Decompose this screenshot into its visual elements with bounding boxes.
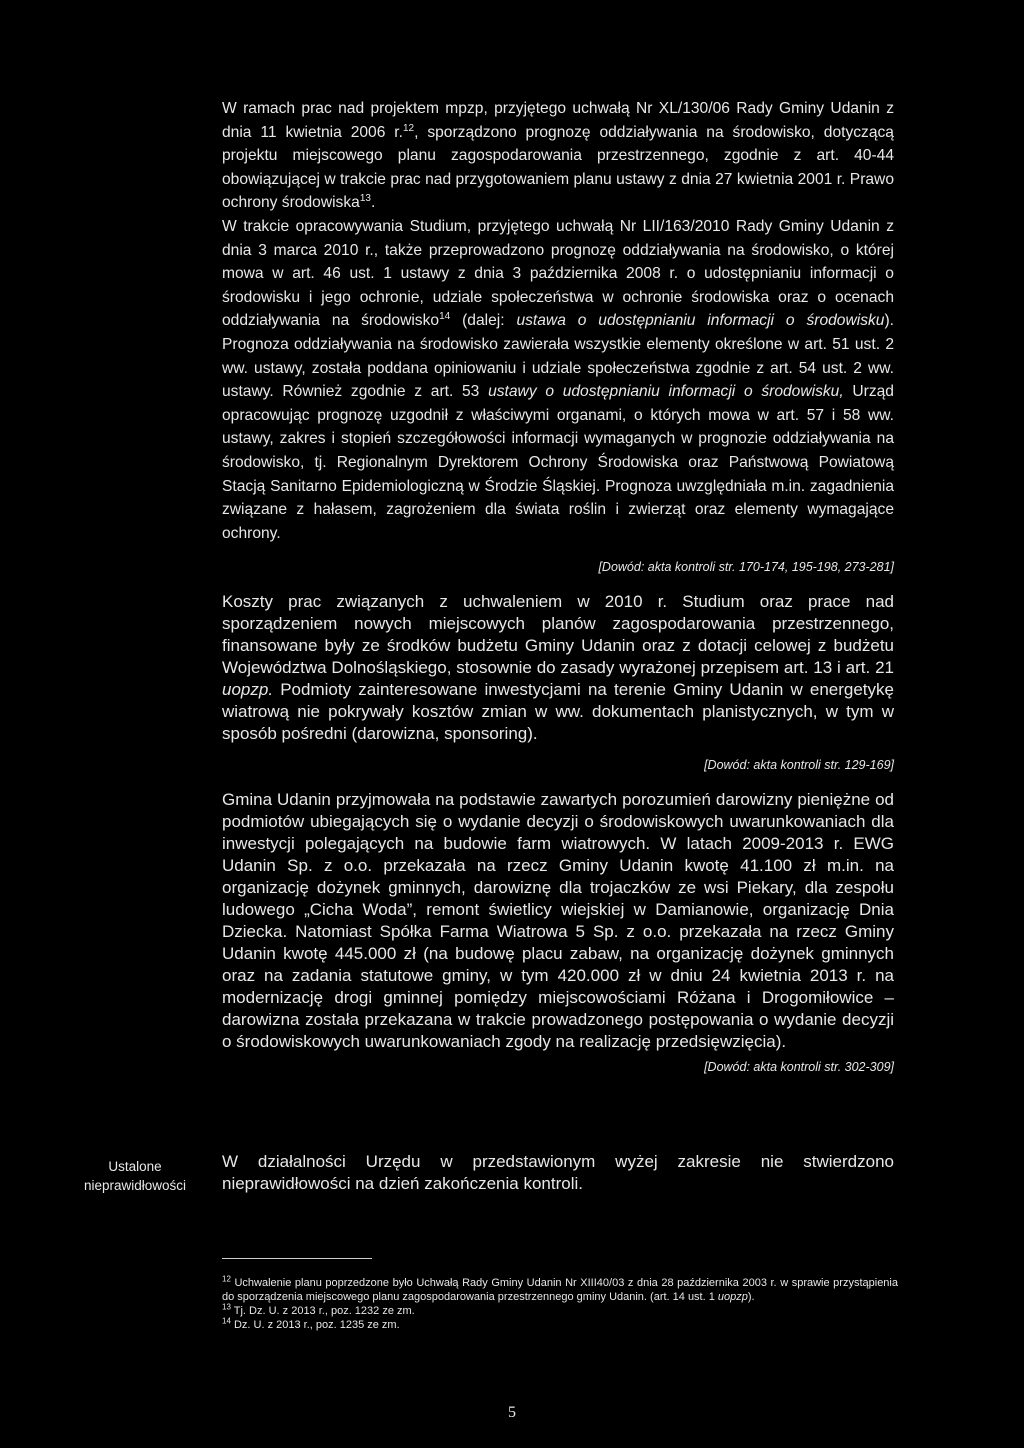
evidence-reference: [Dowód: akta kontroli str. 302-309]: [704, 1060, 894, 1075]
italic-text: uopzp: [717, 1291, 748, 1303]
body-paragraph: [222, 97, 894, 215]
text-run: Tj. Dz. U. z 2013 r., poz. 1232 ze zm.: [230, 1305, 415, 1317]
main-content: [222, 97, 894, 1091]
text-run: .: [370, 194, 376, 212]
footnote-separator: [222, 1258, 372, 1259]
evidence-reference: [Dowód: akta kontroli str. 129-169]: [704, 758, 894, 773]
footnote-ref: 14: [222, 1316, 231, 1326]
body-paragraph: [222, 215, 894, 545]
footnote-ref: 12: [222, 1274, 231, 1284]
footnote-ref: 12: [402, 122, 415, 134]
italic-text: ustawa o udostępnianiu informacji o środowisku: [516, 312, 885, 330]
footnotes: [222, 1276, 898, 1332]
text-run: Koszty prac związanych z uchwaleniem w 2010 r. Studium oraz prace nad sporządzeniem nowych miejscowych planów zagospodarowania przestrzennego, finansowane były ze środków budżetu Gminy Udanin oraz z dotacji celowej z budżetu Województwa Dolnośląskiego, stosownie do zasady wyrażonej przepisem art. 13 i art. 21: [222, 592, 894, 678]
evidence-reference: [Dowód: akta kontroli str. 170-174, 195-198, 273-281]: [598, 560, 894, 575]
text-run: ). Prognoza oddziaływania na środowisko zawierała wszystkie elementy określone w art. 51 ust. 2 ww. ustawy, została poddana opiniowaniu i udziale społeczeństwa zgodnie z art. 54 ust. 2 ww. ustawy. Również zgodnie z art. 53: [222, 312, 895, 401]
text-run: , sporządzono prognozę oddziaływania na środowisko, dotyczącą projektu miejscowego planu zagospodarowania przestrzennego, zgodnie z art. 40-44 obowiązującej w trakcie prac nad przygotowaniem planu ustawy z dnia 27 kwietnia 2001 r. Prawo ochrony środowiska: [222, 123, 894, 212]
text-run: Dz. U. z 2013 r., poz. 1235 ze zm.: [230, 1319, 400, 1331]
italic-text: ustawy o udostępnianiu informacji o środowisku,: [488, 383, 844, 401]
footnote: [222, 1318, 898, 1332]
sidebar-label: Ustalone nieprawidłowości: [83, 1159, 187, 1193]
page-number: 5: [508, 1404, 516, 1421]
italic-text: uopzp.: [222, 680, 274, 700]
text-run: W ramach prac nad projektem mpzp, przyjętego uchwałą Nr XL/130/06 Rady Gminy Udanin z dnia 11 kwietnia 2006 r.: [222, 100, 894, 141]
footnote-ref: 14: [439, 311, 451, 323]
conclusion-paragraph: W działalności Urzędu w przedstawionym wyżej zakresie nie stwierdzono nieprawidłowości na dzień zakończenia kontroli.: [222, 1152, 894, 1193]
footnote-ref: 13: [222, 1302, 231, 1312]
text-run: ).: [747, 1291, 755, 1303]
body-paragraph: [222, 591, 894, 745]
body-paragraph: [222, 789, 894, 1053]
footnote-ref: 13: [359, 193, 371, 205]
text-run: W trakcie opracowywania Studium, przyjętego uchwałą Nr LII/163/2010 Rady Gminy Udanin z dnia 3 marca 2010 r., także przeprowadzono prognozę oddziaływania na środowisko, o której mowa w art. 46 ust. 1 ustawy z dnia 3 października 2008 r. o udostępnianiu informacji o środowisku i jego ochronie, udziale społeczeństwa w ochronie środowiska oraz o ocenach oddziaływania na środowisko: [222, 217, 894, 330]
footnote: [222, 1276, 898, 1304]
text-run: Gmina Udanin przyjmowała na podstawie zawartych porozumień darowizny pieniężne od podmiotów ubiegających się o wydanie decyzji o środowiskowych uwarunkowaniach dla inwestycji polegających na budowie farm wiatrowych. W latach 2009-2013 r. EWG Udanin Sp. z o.o. przekazała na rzecz Gminy Udanin kwotę 41.100 zł m.in. na organizację dożynek gminnych, darowiznę dla trojaczków ze wsi Piekary, dla zespołu ludowego „Cicha Woda”, remont świetlicy wiejskiej w Damianowie, organizację Dnia Dziecka. Natomiast Spółka Farma Wiatrowa 5 Sp. z o.o. przekazała na rzecz Gminy Udanin kwotę 445.000 zł (na budowę placu zabaw, na organizację dożynek gminnych oraz na zadania statutowe gminy, w tym 420.000 zł w dniu 24 kwietnia 2013 r. na modernizację drogi gminnej pomiędzy miejscowościami Różana i Drogomiłowice – darowizna została przekazana w trakcie prowadzonego postępowania o wydanie decyzji o środowiskowych uwarunkowaniach zgody na realizację przedsięwzięcia).: [222, 790, 894, 1052]
text-run: Uchwalenie planu poprzedzone było Uchwałą Rady Gminy Udanin Nr XIII40/03 z dnia 28 października 2003 r. w sprawie przystąpienia do sporządzenia miejscowego planu zagospodarowania przestrzennego gminy Udanin. (art. 14 ust. 1: [222, 1277, 898, 1303]
text-run: (dalej:: [450, 312, 517, 330]
text-run: Urząd opracowując prognozę uzgodnił z właściwymi organami, o których mowa w art. 57 i 58 ww. ustawy, zakres i stopień szczegółowości informacji wymaganych w prognozie oddziaływania na środowisko, tj. Regionalnym Dyrektorem Ochrony Środowiska oraz Państwową Powiatową Stacją Sanitarno Epidemiologiczną w Środzie Śląskiej. Prognoza uwzględniała m.in. zagadnienia związane z hałasem, zagrożeniem dla świata roślin i zwierząt oraz elementy wymagające ochrony.: [222, 383, 894, 542]
footnote: [222, 1304, 898, 1318]
text-run: Podmioty zainteresowane inwestycjami na terenie Gminy Udanin w energetykę wiatrową nie pokrywały kosztów zmian w ww. dokumentach planistycznych, w tym w sposób pośredni (darowizna, sponsoring).: [222, 680, 894, 744]
